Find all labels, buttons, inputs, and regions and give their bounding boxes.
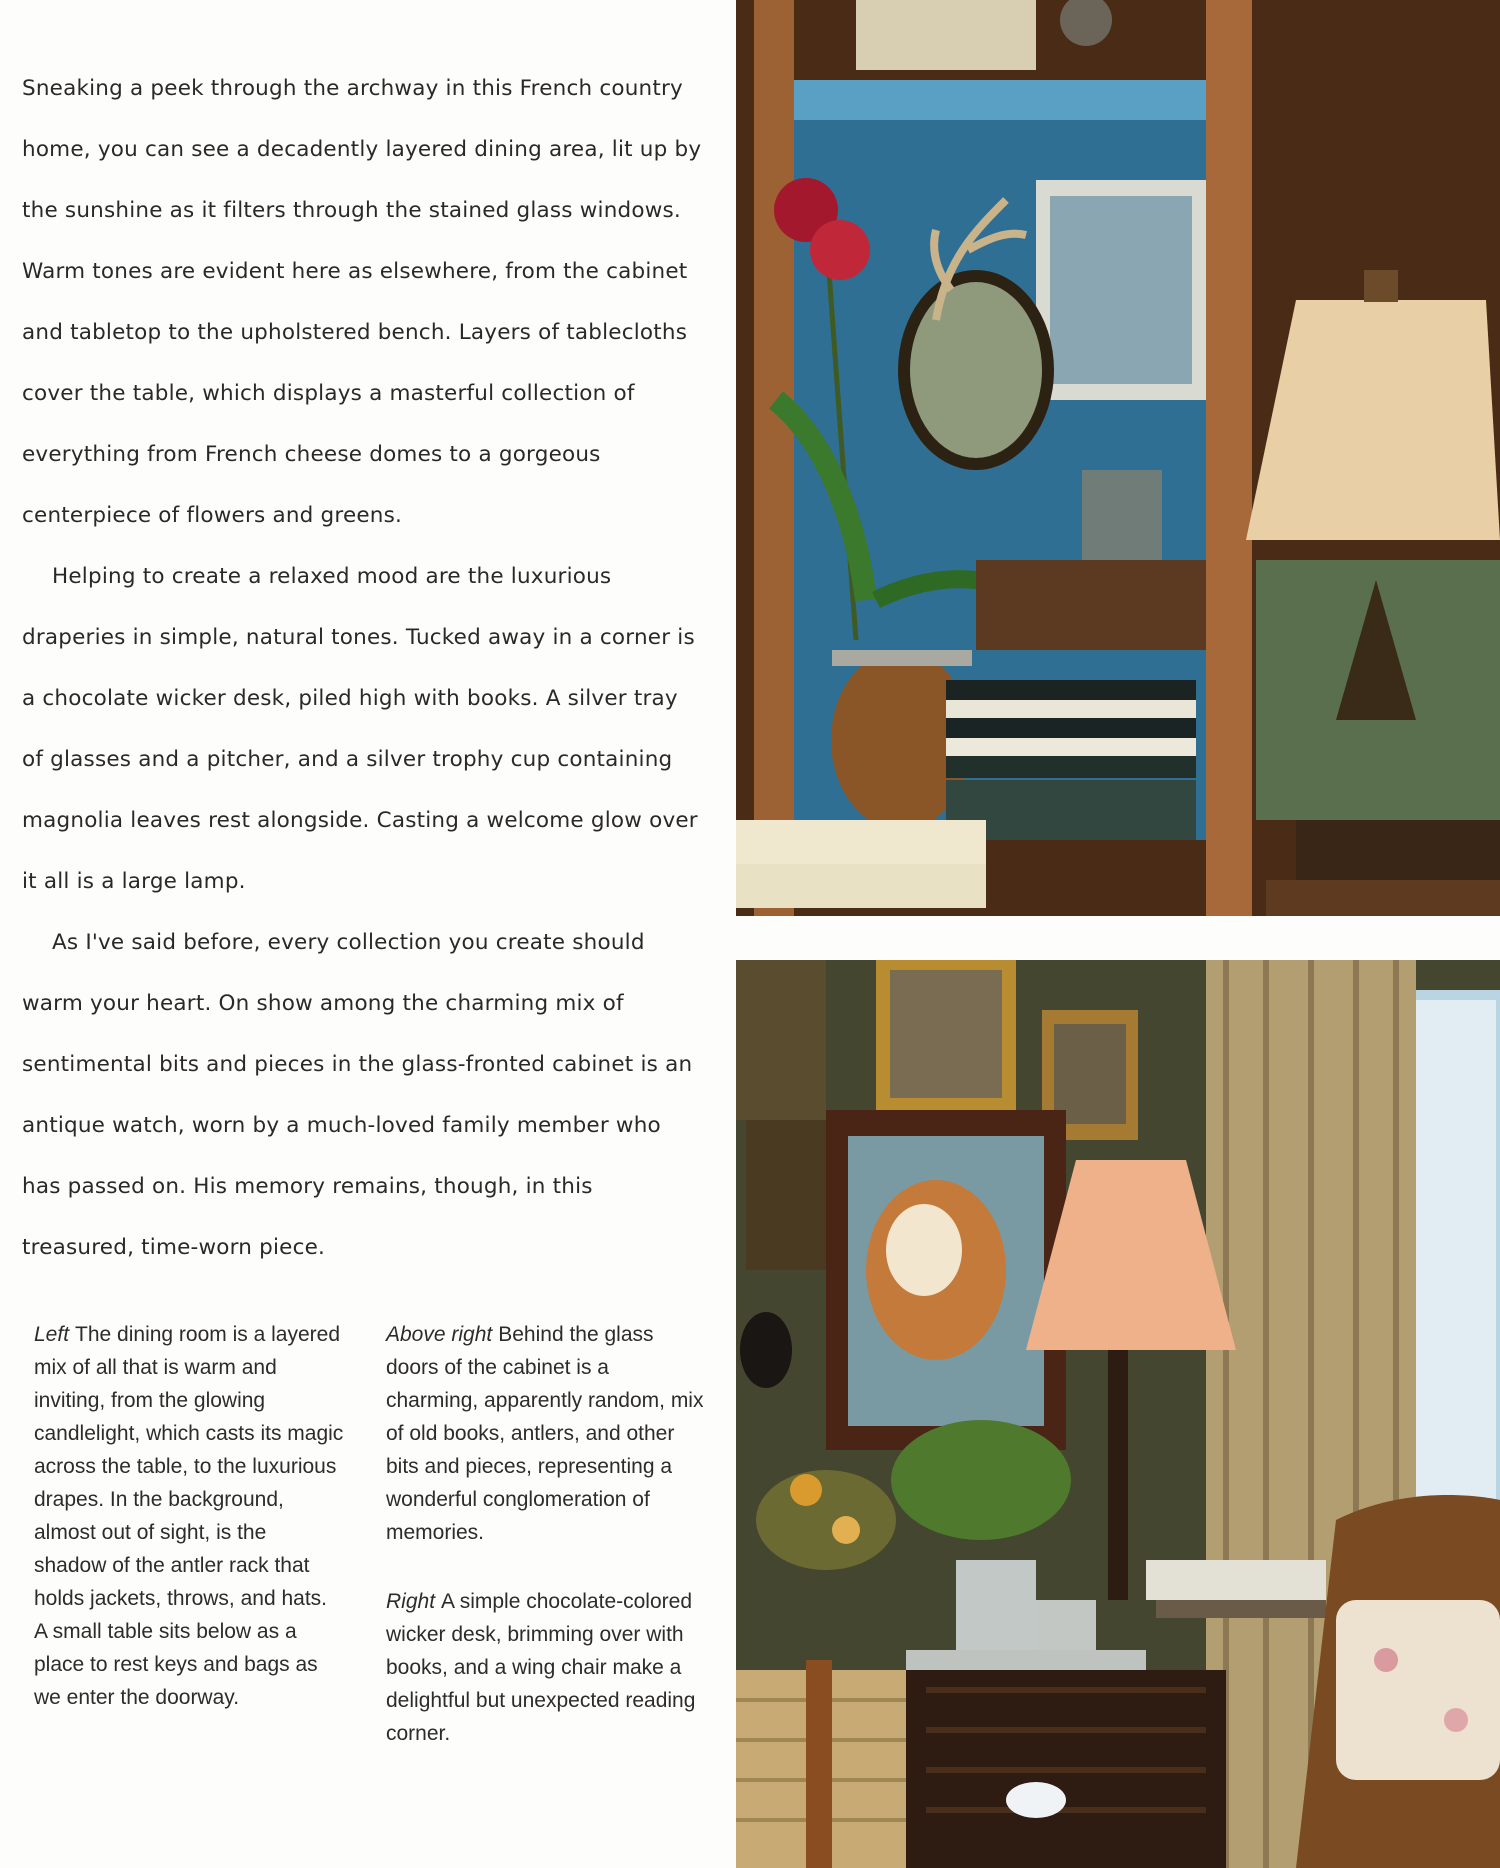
caption-above-right-lead: Above right [386, 1323, 493, 1346]
article-body [22, 58, 702, 1278]
reading-corner-photo-illustration [736, 960, 1500, 1868]
caption-left [34, 1318, 344, 1714]
caption-right-lead: Right [386, 1590, 436, 1613]
caption-right-text: A simple chocolate-colored wicker desk, brimming over with books, and a wing chair make a delightful but unexpected reading corner. [386, 1590, 696, 1745]
caption-left-text: The dining room is a layered mix of all that is warm and inviting, from the glowing candlelight, which casts its magic across the table, to the luxurious drapes. In the background, almost out of sight, is the shadow of the antler rack that holds jackets, throws, and hats. A small table sits below as a place to rest keys and bags as we enter the doorway. [34, 1323, 344, 1709]
caption-right-column [386, 1318, 706, 1786]
caption-left-lead: Left [34, 1323, 70, 1346]
caption-right [386, 1585, 706, 1750]
cabinet-photo-illustration [736, 0, 1500, 916]
article-paragraph-2: Helping to create a relaxed mood are the luxurious draperies in simple, natural tones. Tucked away in a corner is a chocolate wicker desk, piled high with books. A silver tray of glasses and a pitcher, and a silver trophy cup containing magnolia leaves rest alongside. Casting a welcome glow over it all is a large lamp. [22, 564, 698, 894]
caption-above-right [386, 1318, 706, 1549]
article-paragraph-3: As I've said before, every collection you create should warm your heart. On show among the charming mix of sentimental bits and pieces in the glass-fronted cabinet is an antique watch, worn by a much-loved family member who has passed on. His memory remains, though, in this treasured, time-worn piece. [22, 930, 693, 1260]
reading-corner-photo [736, 960, 1500, 1868]
article-paragraph-1: Sneaking a peek through the archway in this French country home, you can see a decadently layered dining area, lit up by the sunshine as it filters through the stained glass windows. Warm tones are evident here as elsewhere, from the cabinet and tabletop to the upholstered bench. Layers of tablecloths cover the table, which displays a masterful collection of everything from French cheese domes to a gorgeous centerpiece of flowers and greens. [22, 76, 702, 528]
cabinet-photo [736, 0, 1500, 916]
caption-above-right-text: Behind the glass doors of the cabinet is a charming, apparently random, mix of old books, antlers, and other bits and pieces, representing a wonderful conglomeration of memories. [386, 1323, 704, 1544]
